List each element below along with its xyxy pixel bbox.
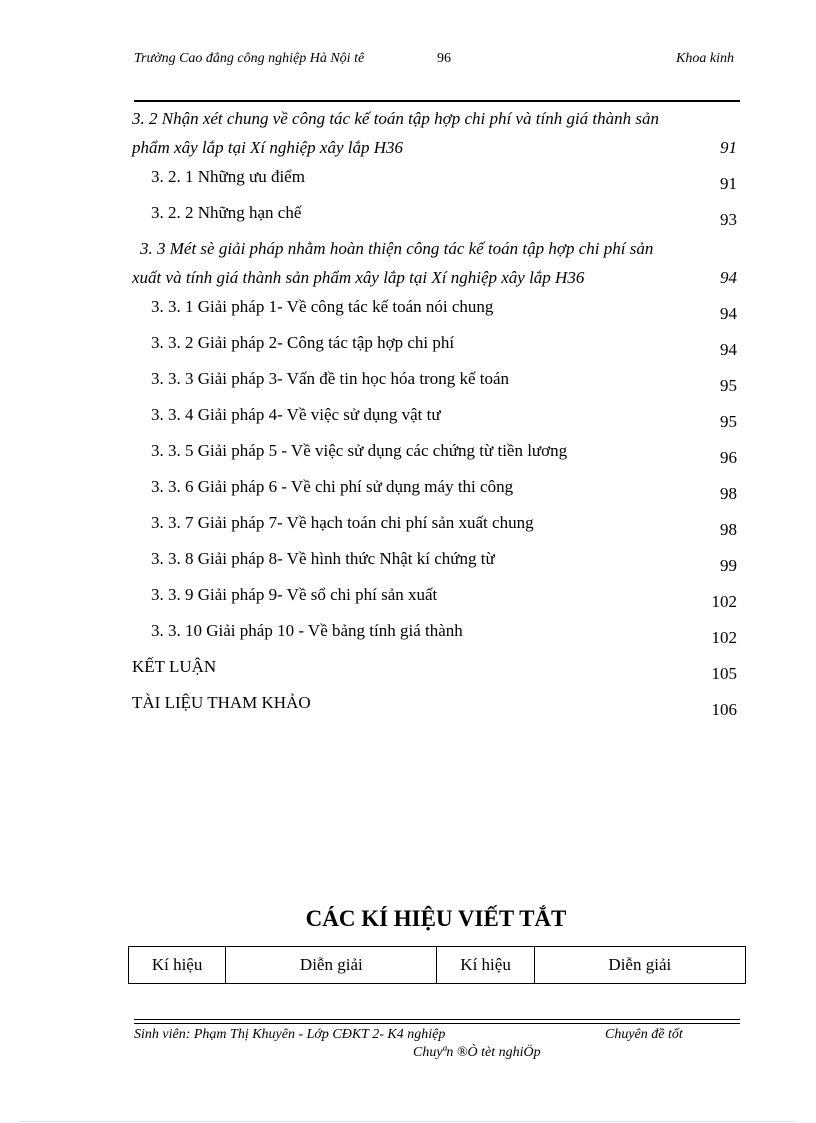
toc-entry-page: 96 — [720, 448, 737, 467]
toc-entry-page: 95 — [720, 376, 737, 395]
toc-entry-text: 3. 3. 6 Giải pháp 6 - Về chi phí sử dụng máy thi công — [151, 477, 514, 496]
table-header-row — [129, 947, 746, 984]
toc-entry-page: 94 — [720, 304, 737, 323]
toc-entry-page: 105 — [711, 664, 737, 683]
toc-entry-page: 94 — [720, 268, 737, 287]
toc-row[interactable] — [132, 292, 737, 328]
toc-entry-page: 91 — [720, 138, 737, 157]
page-bottom-divider — [20, 1121, 796, 1122]
abbreviations-table — [128, 946, 746, 984]
toc-row[interactable] — [132, 104, 737, 162]
toc-entry-text: 3. 2 Nhận xét chung về công tác kế toán tập hợp chi phí và tính giá thành sản phẩm xây lắp tại Xí nghiệp xây lắp H36 — [132, 109, 660, 157]
column-header-symbol: Kí hiệu — [129, 947, 226, 984]
toc-entry-page: 91 — [720, 174, 737, 193]
toc-entry-text: 3. 3. 7 Giải pháp 7- Về hạch toán chi phí sản xuất chung — [151, 513, 534, 532]
toc-entry-page: 99 — [720, 556, 737, 575]
toc-entry-text: KẾT LUẬN — [132, 657, 217, 676]
toc-entry-text: 3. 3. 4 Giải pháp 4- Về việc sử dụng vật tư — [151, 405, 441, 424]
toc-row[interactable] — [132, 400, 737, 436]
column-header-description: Diễn giải — [226, 947, 437, 984]
toc-entry-page: 98 — [720, 520, 737, 539]
toc-row[interactable] — [132, 234, 737, 292]
toc-entry-page: 95 — [720, 412, 737, 431]
toc-row[interactable] — [132, 508, 737, 544]
toc-entry-text: 3. 2. 1 Những ưu điểm — [151, 167, 305, 186]
toc-entry-text: 3. 2. 2 Những hạn chế — [151, 203, 302, 222]
toc-row[interactable] — [132, 162, 737, 198]
toc-entry-text: 3. 3. 9 Giải pháp 9- Về sổ chi phí sản xuất — [151, 585, 438, 604]
column-header-description: Diễn giải — [534, 947, 745, 984]
toc-entry-text: 3. 3. 2 Giải pháp 2- Công tác tập hợp chi phí — [151, 333, 455, 352]
toc-row[interactable] — [132, 328, 737, 364]
toc-entry-page: 102 — [711, 628, 737, 647]
toc-entry-text: 3. 3. 1 Giải pháp 1- Về công tác kế toán nói chung — [151, 297, 494, 316]
toc-row[interactable] — [132, 616, 737, 652]
toc-entry-page: 98 — [720, 484, 737, 503]
toc-entry-text: TÀI LIỆU THAM KHẢO — [132, 693, 311, 712]
toc-row[interactable] — [132, 472, 737, 508]
toc-entry-text: 3. 3. 3 Giải pháp 3- Vấn đề tin học hóa trong kế toán — [151, 369, 510, 388]
toc-row[interactable] — [132, 364, 737, 400]
header-school: Trường Cao đẳng công nghiệp Hà Nội tê — [134, 51, 365, 66]
column-header-symbol: Kí hiệu — [437, 947, 534, 984]
toc-row[interactable] — [132, 198, 737, 234]
toc-entry-page: 102 — [711, 592, 737, 611]
header-rule — [134, 100, 740, 102]
toc-row[interactable] — [132, 544, 737, 580]
toc-entry-page: 94 — [720, 340, 737, 359]
footer-student: Sinh viên: Phạm Thị Khuyên - Lớp CĐKT 2- K4 nghiệp — [134, 1027, 446, 1042]
toc-entry-text: 3. 3. 8 Giải pháp 8- Về hình thức Nhật kí chứng từ — [151, 549, 495, 568]
footer-topic: Chuyên đề tốt — [605, 1027, 683, 1042]
toc-row[interactable] — [132, 688, 737, 724]
abbreviations-title: CÁC KÍ HIỆU VIẾT TẮT — [305, 906, 567, 931]
header-page-number: 96 — [437, 51, 451, 66]
toc-row[interactable] — [132, 436, 737, 472]
toc-entry-text: 3. 3. 10 Giải pháp 10 - Về bảng tính giá thành — [151, 621, 463, 640]
toc-entry-page: 93 — [720, 210, 737, 229]
toc-row[interactable] — [132, 580, 737, 616]
footer-rule — [134, 1019, 740, 1024]
toc-row[interactable] — [132, 652, 737, 688]
table-of-contents — [132, 104, 737, 724]
toc-entry-page: 106 — [711, 700, 737, 719]
header-department: Khoa kinh — [676, 51, 734, 66]
toc-entry-text: 3. 3. 5 Giải pháp 5 - Về việc sử dụng các chứng từ tiền lương — [151, 441, 568, 460]
toc-entry-text: 3. 3 Mét sè giải pháp nhằm hoàn thiện công tác kế toán tập hợp chi phí sản xuất và tính giá thành sản phẩm xây lắp tại Xí nghiệp xây lắp H36 — [132, 239, 654, 287]
footer-topic-garbled: Chuyªn ®Ò tèt nghiÖp — [413, 1045, 541, 1060]
